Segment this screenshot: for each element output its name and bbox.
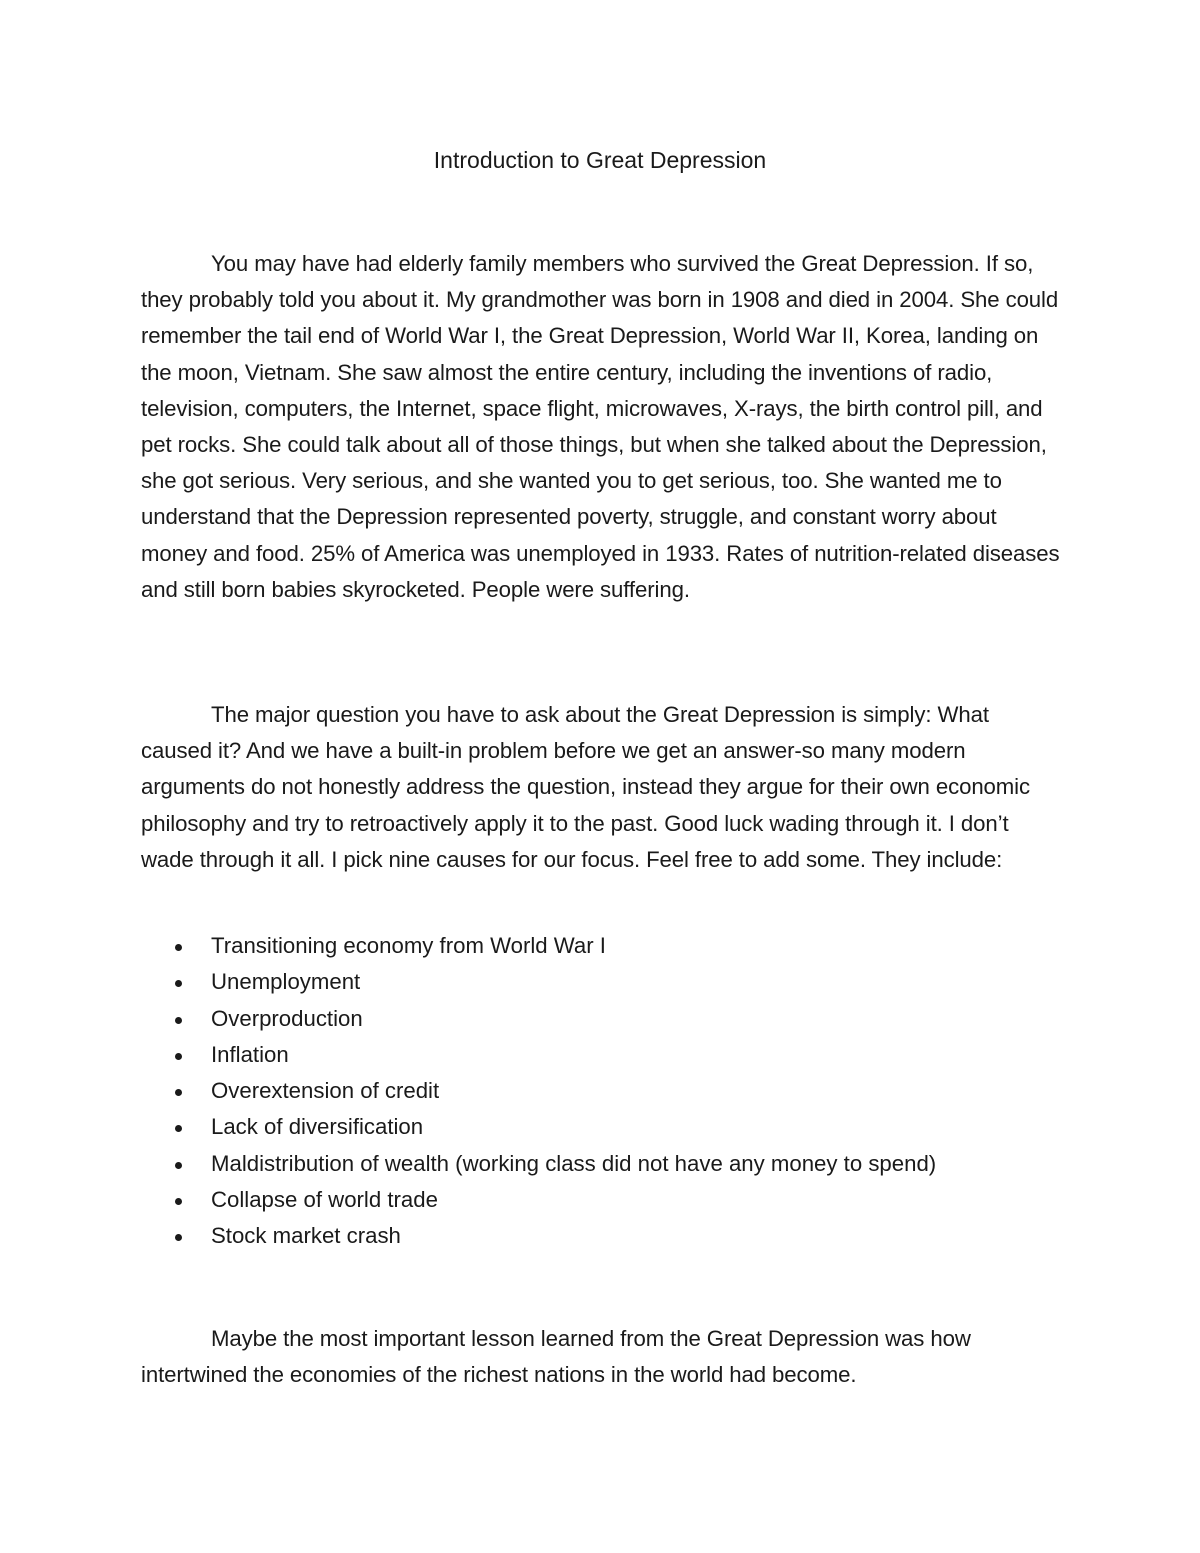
- bullet-icon: [175, 1125, 182, 1132]
- list-item: [141, 1218, 1081, 1254]
- list-item: [141, 928, 1081, 964]
- list-item: [141, 964, 1081, 1000]
- list-item: [141, 1109, 1081, 1145]
- paragraph-lesson: Maybe the most important lesson learned from the Great Depression was how intertwined the economies of the richest nations in the world had become.: [141, 1326, 971, 1388]
- list-item: [141, 1073, 1081, 1109]
- list-item: [141, 1146, 1081, 1182]
- bullet-icon: [175, 980, 182, 987]
- bullet-icon: [175, 1198, 182, 1205]
- bullet-icon: [175, 944, 182, 951]
- list-item-text: Transitioning economy from World War I: [211, 933, 606, 958]
- list-item-text: Overextension of credit: [211, 1078, 440, 1104]
- bullet-icon: [175, 1162, 182, 1169]
- bullet-icon: [175, 1234, 182, 1241]
- bullet-icon: [175, 1017, 182, 1024]
- list-item-text: Maldistribution of wealth (working class did not have any money to spend): [211, 1150, 937, 1176]
- list-item: [141, 1182, 1081, 1218]
- list-item: [141, 1037, 1081, 1073]
- list-item-text: Stock market crash: [211, 1223, 401, 1249]
- paragraph-grandmother: You may have had elderly family members who survived the Great Depression. If so, they probably told you about it. My grandmother was born in 1908 and died in 2004. She could remember the tail end of World War I, the Great Depression, World War II, Korea, landing on the moon, Vietnam. She saw almost the entire century, including the inventions of radio, television, computers, the Internet, space flight, microwaves, X-rays, the birth control pill, and pet rocks. She could talk about all of those things, but when she talked about the Depression, she got serious. Very serious, and she wanted you to get serious, too. She wanted me to understand that the Depression represented poverty, struggle, and constant worry about money and food. 25% of America was unemployed in 1933. Rates of nutrition-related diseases and still born babies skyrocketed. People were suffering.: [141, 251, 1060, 602]
- bullet-icon: [175, 1089, 182, 1096]
- list-item-text: Inflation: [211, 1041, 289, 1067]
- list-item-text: Collapse of world trade: [211, 1187, 438, 1213]
- list-item-text: Unemployment: [211, 969, 361, 995]
- document-title: Introduction to Great Depression: [433, 147, 767, 173]
- list-item: [141, 1001, 1081, 1037]
- causes-list: [141, 928, 1081, 1255]
- list-item-text: Overproduction: [211, 1005, 363, 1031]
- paragraph-major-question: The major question you have to ask about the Great Depression is simply: What caused it? And we have a built-in problem before we get an answer-so many modern arguments do not honestly address the question, instead they argue for their own economic philosophy and try to retroactively apply it to the past. Good luck wading through it. I don’t wade through it all. I pick nine causes for our focus. Feel free to add some. They include:: [141, 702, 1031, 872]
- bullet-icon: [175, 1053, 182, 1060]
- list-item-text: Lack of diversification: [211, 1114, 424, 1140]
